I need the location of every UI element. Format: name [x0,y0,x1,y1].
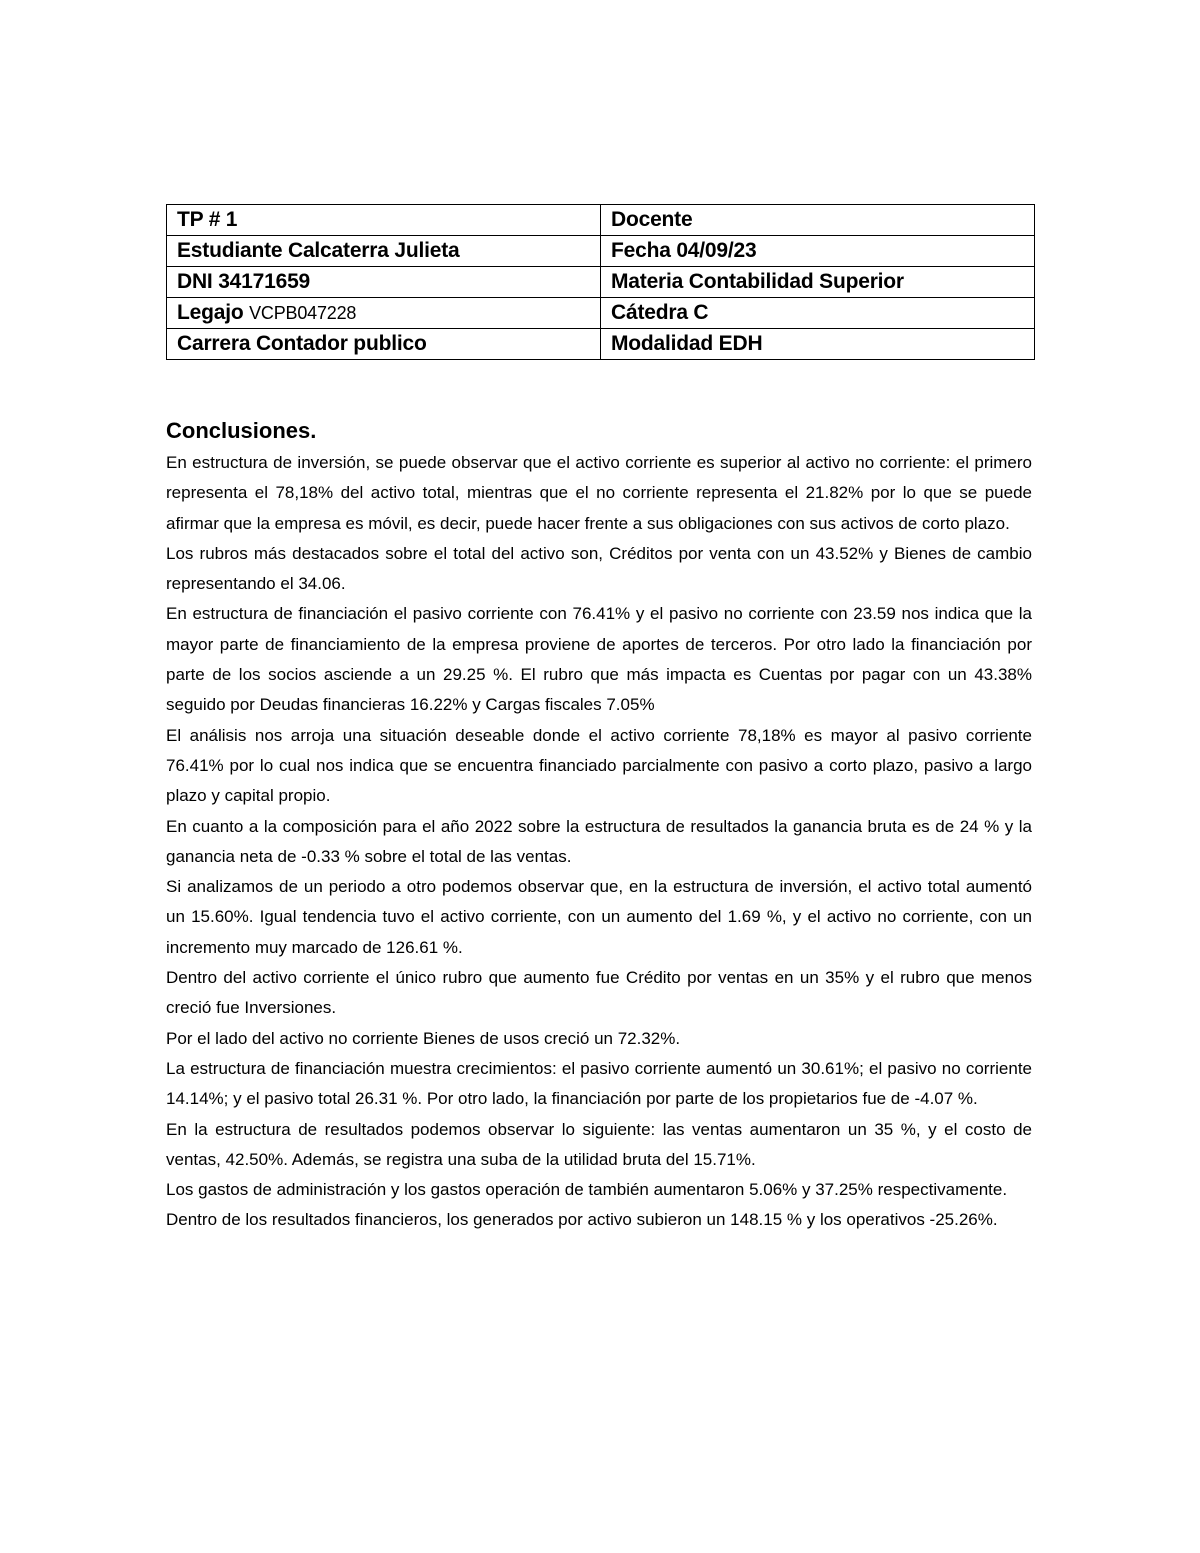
table-row [167,267,1035,298]
modality-cell [601,329,1035,360]
conclusions-section [166,414,1032,1236]
paragraph: En la estructura de resultados podemos observar lo siguiente: las ventas aumentaron un 35 %, y el costo de ventas, 42.50%. Además, se registra una suba de la utilidad bruta del 15.71%. [166,1119,1032,1169]
paragraph: Dentro del activo corriente el único rubro que aumento fue Crédito por ventas en un 35% y el rubro que menos creció fue Inversiones. [166,968,1032,1018]
table-row [167,236,1035,267]
paragraph: En cuanto a la composición para el año 2022 sobre la estructura de resultados la ganancia bruta es de 24 % y la ganancia neta de -0.33 % sobre el total de las ventas. [166,816,1032,866]
conclusions-heading: Conclusiones. [166,418,317,443]
date-label: Fecha 04/09/23 [611,239,757,262]
paragraph: La estructura de financiación muestra crecimientos: el pasivo corriente aumentó un 30.61%; el pasivo no corriente 14.14%; y el pasivo total 26.31 %. Por otro lado, la financiación por parte de los propietarios fue de -4.07 %. [166,1058,1032,1109]
tp-number-cell [167,205,601,236]
paragraph: Los gastos de administración y los gastos operación de también aumentaron 5.06% y 37.25% respectivamente. [166,1180,1008,1200]
legajo-cell [167,298,601,329]
student-label: Estudiante Calcaterra Julieta [177,239,460,262]
paragraph: Los rubros más destacados sobre el total del activo son, Créditos por venta con un 43.52% y Bienes de cambio representando el 34.06. [166,543,1032,594]
header-info-table [166,204,1035,360]
legajo-label: Legajo [177,301,244,324]
table-row [167,298,1035,329]
paragraph: En estructura de financiación el pasivo corriente con 76.41% y el pasivo no corriente con 23.59 nos indica que la mayor parte de financiamiento de la empresa proviene de aportes de terceros. Por otro lado la financiación por parte de los socios asciende a un 29.25 %. El rubro que más impacta es Cuentas por pagar con un 43.38% seguido por Deudas financieras 16.22% y Cargas fiscales 7.05% [166,604,1032,715]
paragraph: En estructura de inversión, se puede observar que el activo corriente es superior al activo no corriente: el primero representa el 78,18% del activo total, mientras que el no corriente representa el 21.82% por lo que se puede afirmar que la empresa es móvil, es decir, puede hacer frente a sus obligaciones con sus activos de corto plazo. [166,453,1032,533]
catedra-label: Cátedra C [611,301,709,324]
dni-label: DNI 34171659 [177,270,311,293]
subject-label: Materia Contabilidad Superior [611,270,904,293]
paragraph: Por el lado del activo no corriente Bienes de usos creció un 72.32%. [166,1028,681,1048]
career-cell [167,329,601,360]
catedra-cell [601,298,1035,329]
legajo-value: VCPB047228 [249,303,357,323]
paragraph: El análisis nos arroja una situación deseable donde el activo corriente 78,18% es mayor al pasivo corriente 76.41% por lo cual nos indica que se encuentra financiado parcialmente con pasivo a corto plazo, pasivo a largo plazo y capital propio. [166,725,1032,806]
docente-cell [601,205,1035,236]
modality-label: Modalidad EDH [611,332,763,355]
paragraph: Si analizamos de un periodo a otro podemos observar que, en la estructura de inversión, el activo total aumentó un 15.60%. Igual tendencia tuvo el activo corriente, con un aumento del 1.69 %, y el activo no corriente, con un incremento muy marcado de 126.61 %. [166,877,1032,957]
table-row [167,329,1035,360]
subject-cell [601,267,1035,298]
table-row [167,205,1035,236]
student-cell [167,236,601,267]
tp-number-label: TP # 1 [177,208,238,231]
career-label: Carrera Contador publico [177,332,427,355]
paragraph: Dentro de los resultados financieros, los generados por activo subieron un 148.15 % y los operativos -25.26%. [166,1210,998,1230]
docente-label: Docente [611,208,693,231]
date-cell [601,236,1035,267]
dni-cell [167,267,601,298]
